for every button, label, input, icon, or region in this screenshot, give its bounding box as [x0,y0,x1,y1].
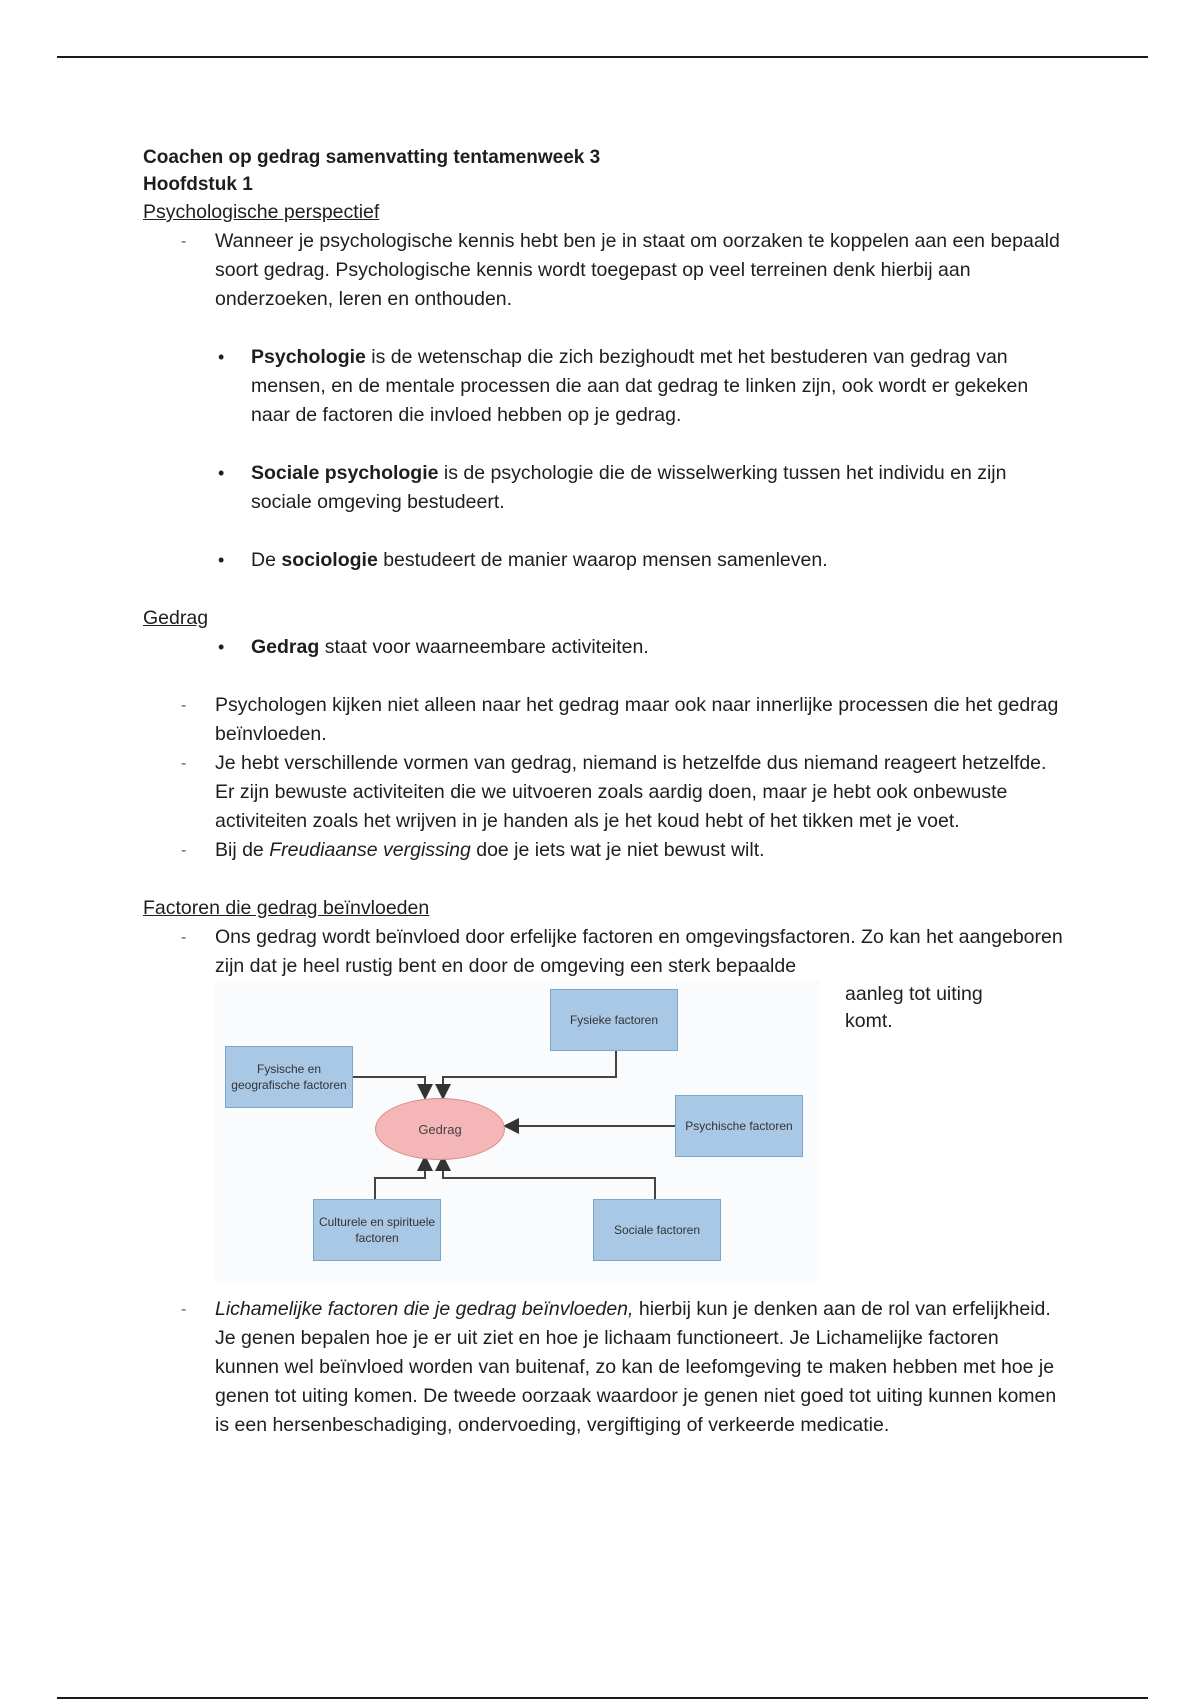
center-gedrag: Gedrag [375,1098,505,1160]
list-item: • Sociale psychologie is de psychologie die de wisselwerking tussen het individu en zijn sociale omgeving bestudeert. [143,459,1063,517]
footer-rule [57,1697,1148,1699]
box-fysieke-factoren: Fysieke factoren [550,989,678,1051]
chapter-title: Hoofdstuk 1 [143,174,253,195]
box-culturele-spirituele-factoren: Culturele en spirituele factoren [313,1199,441,1261]
dash-list [143,691,1063,865]
box-fysische-geografische-factoren: Fysische en geografische factoren [225,1046,353,1108]
dash-bullet-icon: - [181,1301,187,1318]
list-item: - Wanneer je psychologische kennis hebt ben je in staat om oorzaken te koppelen aan een bepaald soort gedrag. Psychologische kennis wordt toegepast op veel terreinen denk hierbij aan onderzoeken, leren en onthouden. [143,227,1063,314]
bullet-list [143,343,1063,575]
document-body [143,144,1063,1440]
dash-bullet-icon: - [181,233,187,250]
dash-list [143,1295,1063,1440]
figure-row [143,981,1063,1281]
box-sociale-factoren: Sociale factoren [593,1199,721,1261]
dash-bullet-icon: - [181,842,187,859]
list-item: - Ons gedrag wordt beïnvloed door erfelijke factoren en omgevingsfactoren. Zo kan het aangeboren zijn dat je heel rustig bent en door de omgeving een sterk bepaalde [143,923,1063,981]
section-heading-gedrag: Gedrag [143,607,209,629]
bullet-icon: • [218,550,225,570]
box-psychische-factoren: Psychische factoren [675,1095,803,1157]
bullet-icon: • [218,637,225,657]
factors-diagram [215,981,820,1281]
bullet-list [143,633,1063,662]
dash-bullet-icon: - [181,929,187,946]
bullet-icon: • [218,347,225,367]
list-item: • Gedrag staat voor waarneembare activiteiten. [143,633,1063,662]
list-item: • De sociologie bestudeert de manier waarop mensen samenleven. [143,546,1063,575]
dash-bullet-icon: - [181,697,187,714]
list-item: - Bij de Freudiaanse vergissing doe je iets wat je niet bewust wilt. [143,836,1063,865]
section-heading-factoren: Factoren die gedrag beïnvloeden [143,897,430,919]
list-item: • Psychologie is de wetenschap die zich bezighoudt met het bestuderen van gedrag van mensen, en de mentale processen die aan dat gedrag te linken zijn, ook wordt er gekeken naar de factoren die invloed hebben op je gedrag. [143,343,1063,430]
bullet-icon: • [218,463,225,483]
header-rule [57,56,1148,58]
dash-list [143,227,1063,314]
list-item: - Je hebt verschillende vormen van gedrag, niemand is hetzelfde dus niemand reageert hetzelfde. Er zijn bewuste activiteiten die we uitvoeren zoals aardig doen, maar je hebt ook onbewuste activiteiten zoals het wrijven in je handen als je het koud hebt of het tikken met je voet. [143,749,1063,836]
wrapped-text: aanleg tot uiting komt. [845,983,983,1032]
list-item: - Lichamelijke factoren die je gedrag beïnvloeden, hierbij kun je denken aan de rol van erfelijkheid. Je genen bepalen hoe je er uit ziet en hoe je lichaam functioneert. Je Lichamelijke factoren kunnen wel beïnvloed worden van buitenaf, zo kan de leefomgeving te maken hebben met hoe je genen tot uiting komen. De tweede oorzaak waardoor je genen niet goed tot uiting kunnen komen is een hersenbeschadiging, ondervoeding, vergiftiging of verkeerde medicatie. [143,1295,1063,1440]
dash-bullet-icon: - [181,755,187,772]
dash-list [143,923,1063,981]
list-item: - Psychologen kijken niet alleen naar het gedrag maar ook naar innerlijke processen die het gedrag beïnvloeden. [143,691,1063,749]
section-heading-psychologische-perspectief: Psychologische perspectief [143,201,380,223]
document-title: Coachen op gedrag samenvatting tentamenweek 3 [143,147,601,168]
